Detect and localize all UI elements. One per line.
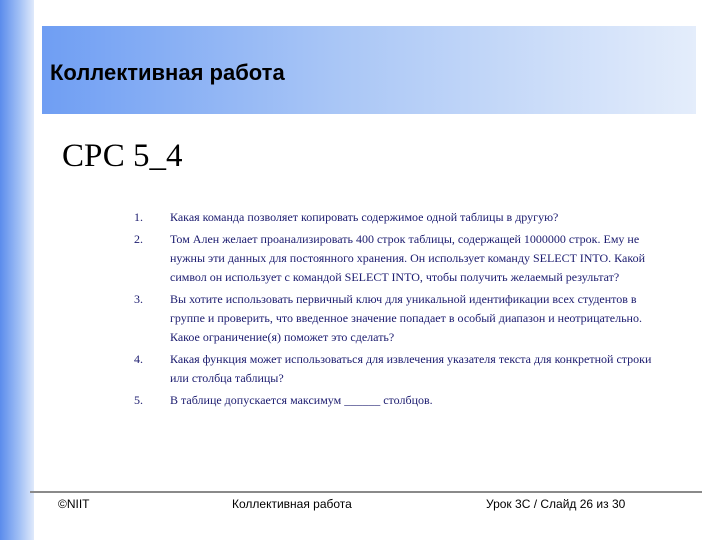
question-text: Какая функция может использоваться для извлечения указателя текста для конкретной строки или столбца таблицы? — [170, 352, 652, 385]
question-number: 1. — [134, 210, 143, 224]
question-number: 4. — [134, 352, 143, 366]
question-item — [134, 208, 654, 227]
question-number: 5. — [134, 393, 143, 407]
question-text: Какая команда позволяет копировать содержимое одной таблицы в другую? — [170, 210, 559, 224]
question-number: 2. — [134, 232, 143, 246]
question-number: 3. — [134, 292, 143, 306]
footer-course-title: Коллективная работа — [232, 497, 352, 511]
question-list — [134, 208, 654, 413]
left-decorative-bar — [0, 0, 34, 540]
question-text: Том Ален желает проанализировать 400 строк таблицы, содержащей 1000000 строк. Ему не нужны эти данных для постоянного хранения. Он использует команду SELECT INTO. Какой символ он использует с командой SELECT INTO, чтобы получить желаемый результат? — [170, 232, 645, 284]
question-item — [134, 290, 654, 347]
footer-slide-number: Урок 3С / Слайд 26 из 30 — [486, 497, 626, 511]
question-item — [134, 350, 654, 388]
question-text: Вы хотите использовать первичный ключ для уникальной идентификации всех студентов в группе и проверить, что введенное значение попадает в особый диапазон и неотрицательно. Какое ограничение(я) поможет это сделать? — [170, 292, 642, 344]
footer-copyright: ©NIIT — [58, 497, 90, 511]
slide-heading: СРС 5_4 — [62, 138, 183, 174]
footer-divider — [30, 491, 702, 493]
slide-title: Коллективная работа — [50, 60, 285, 85]
question-text: В таблице допускается максимум ______ столбцов. — [170, 393, 433, 407]
question-item — [134, 230, 654, 287]
question-item — [134, 391, 654, 410]
